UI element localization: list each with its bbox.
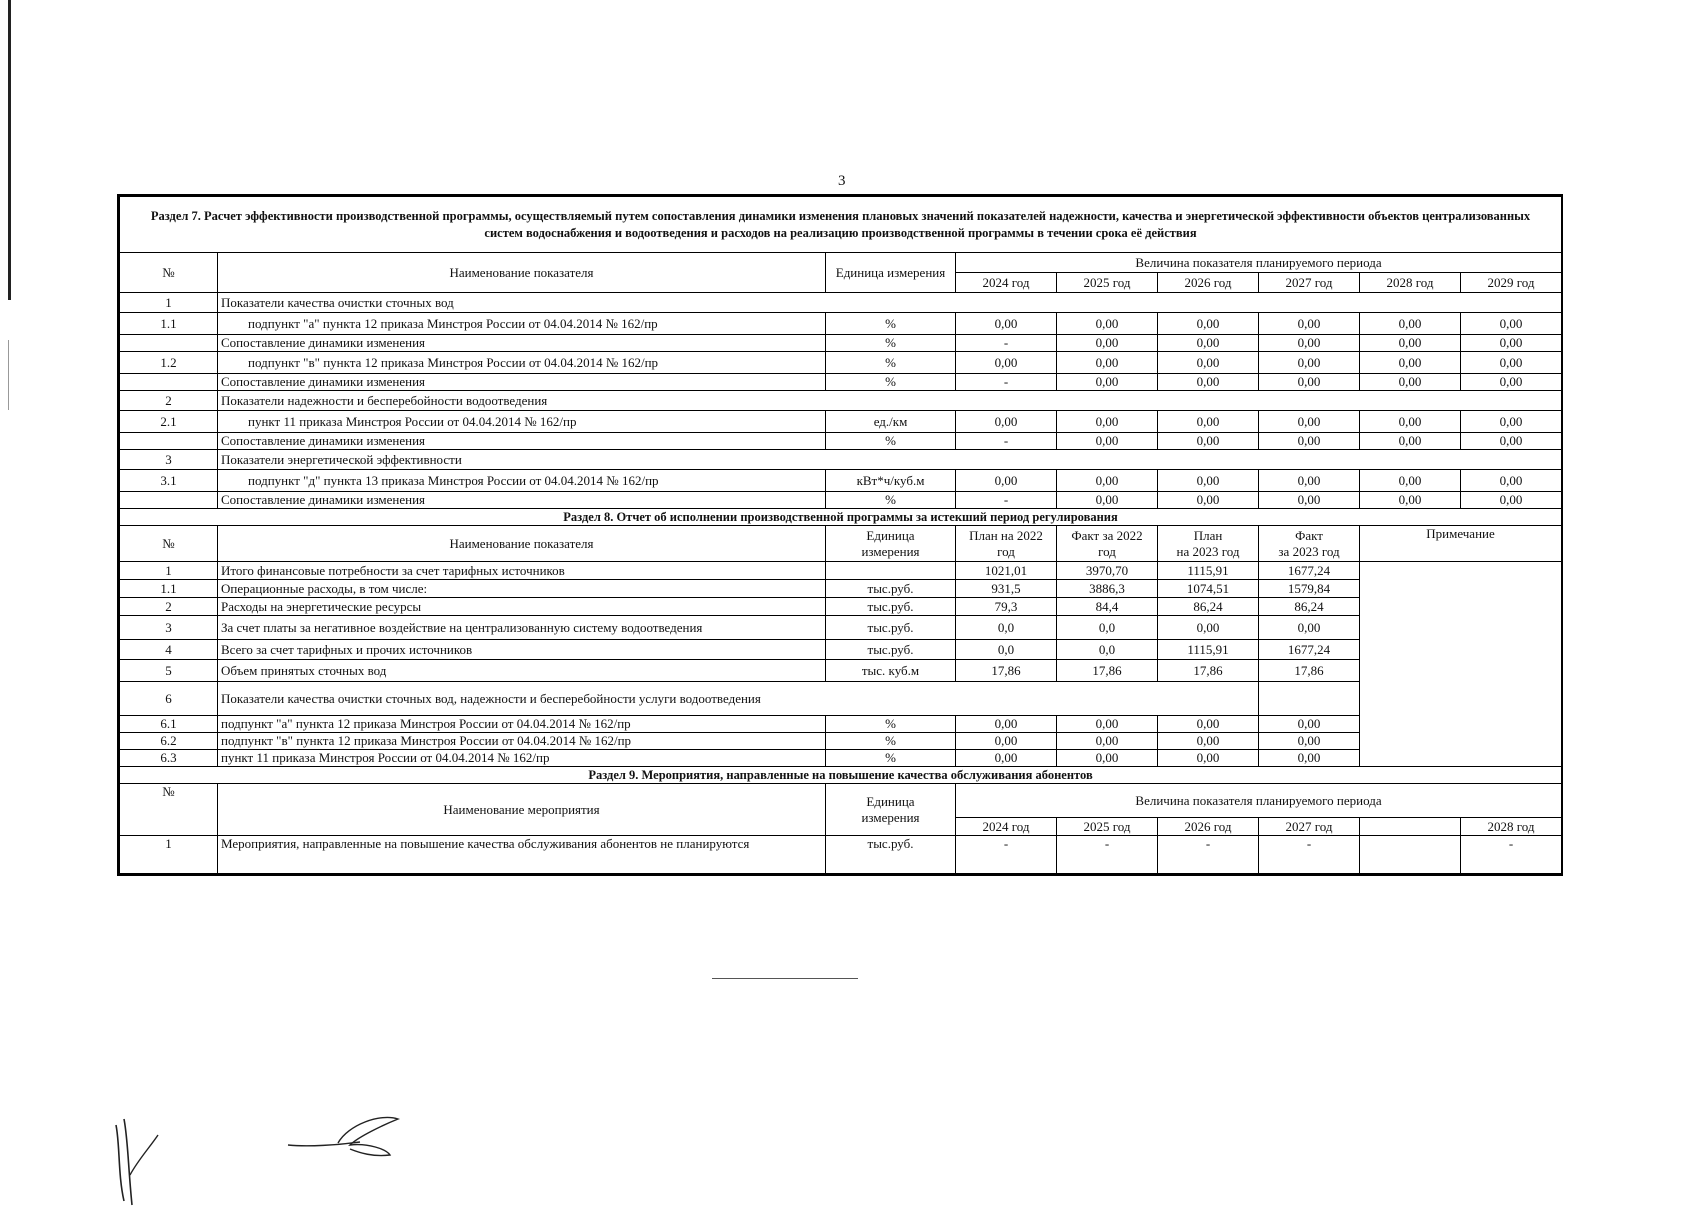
row-value: 0,00 [956, 470, 1057, 492]
row-num [120, 374, 218, 391]
header-unit-line2: измерения [861, 543, 920, 559]
row-name: Мероприятия, направленные на повышение качества обслуживания абонентов не планируются [218, 836, 826, 874]
row-value: 0,00 [1158, 733, 1259, 750]
header-unit [826, 526, 956, 562]
table-row [120, 616, 1562, 640]
group-row [120, 391, 1562, 411]
row-value: 931,5 [956, 580, 1057, 598]
header-year: 2028 год [1461, 818, 1562, 836]
row-name: Показатели качества очистки сточных вод, надежности и бесперебойности услуги водоотведения [218, 682, 1259, 716]
row-value: 0,00 [1158, 335, 1259, 352]
row-value: 0,00 [1259, 716, 1360, 733]
row-value: 0,00 [956, 352, 1057, 374]
header-year: 2029 год [1461, 273, 1562, 293]
row-value: 0,00 [1360, 313, 1461, 335]
table-row [120, 836, 1562, 874]
row-value: 1074,51 [1158, 580, 1259, 598]
section7-body [120, 197, 1562, 509]
row-value: 86,24 [1259, 598, 1360, 616]
row-value [1259, 682, 1360, 716]
header-line2: за 2023 год [1278, 543, 1340, 559]
row-value: 0,00 [1461, 411, 1562, 433]
row-value: 0,00 [1461, 433, 1562, 450]
row-value [1360, 836, 1461, 874]
header-unit-line1: Единица [866, 527, 915, 543]
row-num [120, 335, 218, 352]
row-unit: тыс.руб. [826, 640, 956, 660]
row-value: 0,00 [1158, 374, 1259, 391]
row-value: 0,00 [1057, 411, 1158, 433]
table-row [120, 470, 1562, 492]
table-row [120, 433, 1562, 450]
header-num: № [120, 526, 218, 562]
row-value: - [956, 335, 1057, 352]
row-value: 0,00 [1259, 750, 1360, 767]
page-number: 3 [838, 173, 846, 189]
row-value: 0,00 [1259, 616, 1360, 640]
header-unit-line1: Единица [866, 793, 915, 809]
section8-title: Раздел 8. Отчет об исполнении производственной программы за истекший период регулирования [120, 509, 1562, 526]
row-unit: % [826, 733, 956, 750]
row-value: 0,00 [1259, 374, 1360, 391]
header-name: Наименование показателя [218, 253, 826, 293]
row-name: Показатели качества очистки сточных вод [218, 293, 1562, 313]
row-value: 0,00 [1360, 492, 1461, 509]
row-value: 0,00 [1057, 352, 1158, 374]
row-value: 0,0 [1057, 616, 1158, 640]
row-value: 0,00 [1158, 470, 1259, 492]
row-value: 0,00 [956, 411, 1057, 433]
row-name: подпункт "д" пункта 13 приказа Минстроя России от 04.04.2014 № 162/пр [218, 470, 826, 492]
row-name: Показатели энергетической эффективности [218, 450, 1562, 470]
row-unit: тыс.руб. [826, 836, 956, 874]
row-value: - [956, 836, 1057, 874]
row-value: 0,00 [1360, 433, 1461, 450]
row-unit: ед./км [826, 411, 956, 433]
row-value: 0,00 [1360, 352, 1461, 374]
row-value: 0,00 [1057, 716, 1158, 733]
row-name: пункт 11 приказа Минстроя России от 04.04.2014 № 162/пр [218, 411, 826, 433]
row-value: 0,00 [1057, 433, 1158, 450]
row-name: подпункт "а" пункта 12 приказа Минстроя России от 04.04.2014 № 162/пр [218, 313, 826, 335]
row-value: 0,00 [1158, 492, 1259, 509]
row-value: 84,4 [1057, 598, 1158, 616]
row-num: 1.1 [120, 580, 218, 598]
row-unit: тыс. куб.м [826, 660, 956, 682]
row-value: - [1259, 836, 1360, 874]
row-value: 1115,91 [1158, 562, 1259, 580]
header-line1: Факт [1295, 527, 1323, 543]
row-value: 0,00 [1158, 433, 1259, 450]
left-margin-mark [8, 340, 9, 410]
table-row [120, 660, 1562, 682]
header-year: 2026 год [1158, 818, 1259, 836]
row-value: 0,00 [1057, 374, 1158, 391]
header-line2: год [997, 543, 1015, 559]
row-value: 0,00 [1057, 750, 1158, 767]
row-value: 0,00 [956, 716, 1057, 733]
row-name: Показатели надежности и бесперебойности водоотведения [218, 391, 1562, 411]
row-value: 0,00 [1158, 352, 1259, 374]
header-line1: План на 2022 [969, 527, 1043, 543]
header-plan-2022 [956, 526, 1057, 562]
row-name: Сопоставление динамики изменения [218, 335, 826, 352]
row-value: 0,00 [1259, 352, 1360, 374]
table-row [120, 492, 1562, 509]
header-year: 2024 год [956, 818, 1057, 836]
row-value: 0,00 [1259, 470, 1360, 492]
header-year: 2028 год [1360, 273, 1461, 293]
row-value: 0,00 [1461, 470, 1562, 492]
row-num: 1.1 [120, 313, 218, 335]
row-value: 0,00 [1360, 335, 1461, 352]
row-value: 0,00 [956, 313, 1057, 335]
row-value: 0,0 [1057, 640, 1158, 660]
header-num: № [120, 784, 218, 836]
group-row [120, 293, 1562, 313]
header-year: 2026 год [1158, 273, 1259, 293]
row-value: 0,00 [1259, 492, 1360, 509]
row-num: 3.1 [120, 470, 218, 492]
section9-body [120, 767, 1562, 874]
row-value: - [1158, 836, 1259, 874]
row-value: 1677,24 [1259, 562, 1360, 580]
row-value: 1677,24 [1259, 640, 1360, 660]
row-value: 0,00 [956, 750, 1057, 767]
row-value: 17,86 [956, 660, 1057, 682]
row-value: 3886,3 [1057, 580, 1158, 598]
row-value: 17,86 [1057, 660, 1158, 682]
header-year: 2027 год [1259, 818, 1360, 836]
header-unit-line2: измерения [861, 809, 920, 825]
row-value: 0,00 [1259, 411, 1360, 433]
row-name: За счет платы за негативное воздействие на централизованную систему водоотведения [218, 616, 826, 640]
row-value: 0,00 [1057, 492, 1158, 509]
row-value: 0,00 [1360, 470, 1461, 492]
row-num: 6.2 [120, 733, 218, 750]
group-row [120, 450, 1562, 470]
table-row [120, 335, 1562, 352]
row-num [120, 492, 218, 509]
row-value: 0,00 [1259, 733, 1360, 750]
row-name: Итого финансовые потребности за счет тарифных источников [218, 562, 826, 580]
row-value: 3970,70 [1057, 562, 1158, 580]
row-value: 1115,91 [1158, 640, 1259, 660]
row-num: 3 [120, 450, 218, 470]
row-unit [826, 562, 956, 580]
table-row [120, 562, 1562, 580]
row-unit: тыс.руб. [826, 580, 956, 598]
row-name: подпункт "в" пункта 12 приказа Минстроя России от 04.04.2014 № 162/пр [218, 733, 826, 750]
row-value: - [956, 492, 1057, 509]
header-year [1360, 818, 1461, 836]
row-value: 0,00 [1057, 470, 1158, 492]
row-value: 0,00 [1461, 313, 1562, 335]
row-num: 1 [120, 836, 218, 874]
separator-line [712, 978, 858, 979]
header-year: 2025 год [1057, 273, 1158, 293]
table-row [120, 750, 1562, 767]
row-value: 0,00 [1259, 313, 1360, 335]
table-row [120, 352, 1562, 374]
row-num: 5 [120, 660, 218, 682]
row-value: 0,00 [956, 733, 1057, 750]
signature-image [98, 1105, 418, 1215]
row-value: 0,00 [1158, 411, 1259, 433]
row-value: 86,24 [1158, 598, 1259, 616]
section8-body [120, 509, 1562, 767]
row-name: подпункт "в" пункта 12 приказа Минстроя России от 04.04.2014 № 162/пр [218, 352, 826, 374]
note-cell [1360, 562, 1562, 767]
row-unit: % [826, 313, 956, 335]
row-unit: тыс.руб. [826, 616, 956, 640]
row-value: 0,00 [1158, 313, 1259, 335]
left-margin-rule [8, 0, 11, 300]
row-unit: % [826, 374, 956, 391]
row-value: 0,00 [1360, 374, 1461, 391]
row-value: 0,00 [1057, 335, 1158, 352]
row-value: 0,00 [1259, 433, 1360, 450]
header-line1: План [1193, 527, 1223, 543]
table-row [120, 716, 1562, 733]
table-row [120, 411, 1562, 433]
row-num: 1 [120, 562, 218, 580]
row-value: 17,86 [1259, 660, 1360, 682]
header-period: Величина показателя планируемого периода [956, 253, 1562, 273]
header-line2: на 2023 год [1176, 543, 1240, 559]
row-num: 2 [120, 598, 218, 616]
row-unit: % [826, 492, 956, 509]
row-name: Сопоставление динамики изменения [218, 433, 826, 450]
table-row [120, 598, 1562, 616]
header-year: 2024 год [956, 273, 1057, 293]
row-name: Расходы на энергетические ресурсы [218, 598, 826, 616]
table-row [120, 733, 1562, 750]
header-note: Примечание [1360, 526, 1562, 562]
group-row [120, 682, 1562, 716]
row-value: 0,00 [1461, 352, 1562, 374]
row-unit: % [826, 716, 956, 733]
row-value: - [956, 433, 1057, 450]
row-value: 0,00 [1057, 313, 1158, 335]
header-period: Величина показателя планируемого периода [956, 784, 1562, 818]
header-line2: год [1098, 543, 1116, 559]
row-value: 0,00 [1057, 733, 1158, 750]
row-name: Объем принятых сточных вод [218, 660, 826, 682]
table-row [120, 313, 1562, 335]
row-name: Всего за счет тарифных и прочих источников [218, 640, 826, 660]
main-table [119, 196, 1562, 874]
row-value: 0,00 [1461, 374, 1562, 391]
row-value: - [1057, 836, 1158, 874]
row-value: 1579,84 [1259, 580, 1360, 598]
row-value: - [956, 374, 1057, 391]
row-unit: % [826, 433, 956, 450]
header-year: 2027 год [1259, 273, 1360, 293]
row-unit: % [826, 335, 956, 352]
row-num: 3 [120, 616, 218, 640]
row-num: 1 [120, 293, 218, 313]
header-unit [826, 784, 956, 836]
row-unit: % [826, 352, 956, 374]
row-num: 1.2 [120, 352, 218, 374]
row-value: 0,0 [956, 616, 1057, 640]
row-value: 0,00 [1360, 411, 1461, 433]
row-num: 2 [120, 391, 218, 411]
header-plan-2023 [1158, 526, 1259, 562]
row-value: 0,00 [1461, 492, 1562, 509]
row-unit: кВт*ч/куб.м [826, 470, 956, 492]
header-unit: Единица измерения [826, 253, 956, 293]
row-num: 6 [120, 682, 218, 716]
header-fact-2022 [1057, 526, 1158, 562]
header-name: Наименование мероприятия [218, 784, 826, 836]
row-value: 79,3 [956, 598, 1057, 616]
document-table [117, 194, 1563, 876]
row-value: 0,00 [1461, 335, 1562, 352]
section7-title: Раздел 7. Расчет эффективности производственной программы, осуществляемый путем сопоставления динамики изменения плановых значений показателей надежности, качества и энергетической эффективности объектов централизованных систем водоснабжения и водоотведения и расходов на реализацию производственной программы в течении срока её действия [120, 197, 1562, 253]
row-value: 0,00 [1158, 750, 1259, 767]
table-row [120, 640, 1562, 660]
row-value: 0,0 [956, 640, 1057, 660]
section9-title: Раздел 9. Мероприятия, направленные на повышение качества обслуживания абонентов [120, 767, 1562, 784]
row-name: Сопоставление динамики изменения [218, 492, 826, 509]
table-row [120, 580, 1562, 598]
row-value: - [1461, 836, 1562, 874]
row-unit: тыс.руб. [826, 598, 956, 616]
row-name: пункт 11 приказа Минстроя России от 04.04.2014 № 162/пр [218, 750, 826, 767]
row-value: 0,00 [1158, 716, 1259, 733]
row-name: Сопоставление динамики изменения [218, 374, 826, 391]
row-value: 0,00 [1259, 335, 1360, 352]
row-value: 1021,01 [956, 562, 1057, 580]
row-unit: % [826, 750, 956, 767]
row-value: 17,86 [1158, 660, 1259, 682]
header-num: № [120, 253, 218, 293]
header-fact-2023 [1259, 526, 1360, 562]
row-num: 2.1 [120, 411, 218, 433]
row-name: Операционные расходы, в том числе: [218, 580, 826, 598]
header-line1: Факт за 2022 [1071, 527, 1143, 543]
row-value: 0,00 [1158, 616, 1259, 640]
row-name: подпункт "а" пункта 12 приказа Минстроя России от 04.04.2014 № 162/пр [218, 716, 826, 733]
row-num: 4 [120, 640, 218, 660]
row-num: 6.3 [120, 750, 218, 767]
table-row [120, 374, 1562, 391]
row-num: 6.1 [120, 716, 218, 733]
row-num [120, 433, 218, 450]
header-year: 2025 год [1057, 818, 1158, 836]
header-name: Наименование показателя [218, 526, 826, 562]
